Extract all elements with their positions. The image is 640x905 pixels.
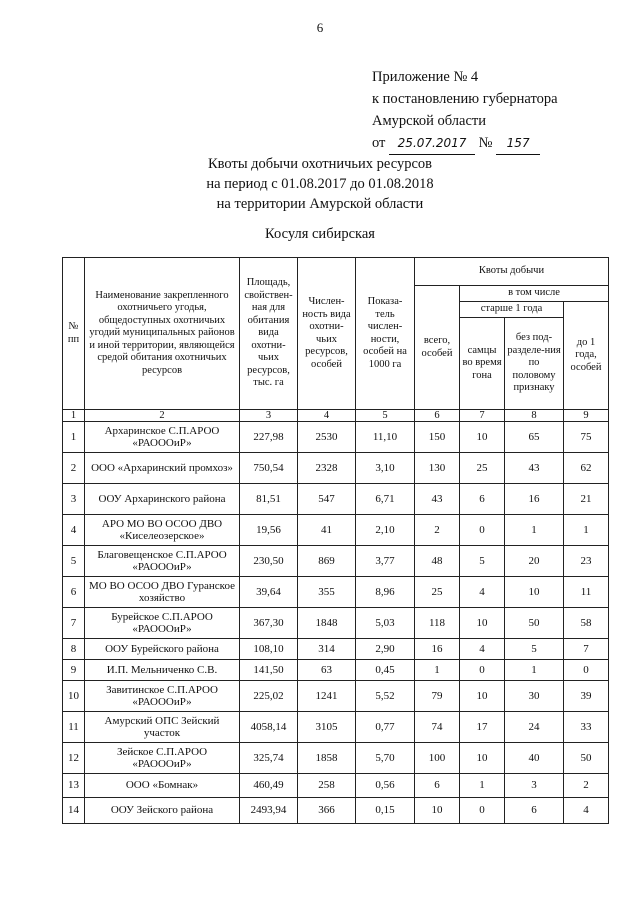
species-title: Косуля сибирская — [265, 226, 375, 242]
cell-under-1-year: 0 — [564, 660, 609, 681]
cell-no-sex-split: 50 — [505, 608, 564, 639]
table-row — [63, 546, 609, 577]
cell-population: 41 — [298, 515, 356, 546]
cell-total: 2 — [415, 515, 460, 546]
quota-table — [62, 257, 609, 824]
table-row — [63, 681, 609, 712]
cell-area: 108,10 — [240, 639, 298, 660]
cell-population: 366 — [298, 798, 356, 824]
cell-no-sex-split: 40 — [505, 743, 564, 774]
cell-name: АРО МО ВО ОСОО ДВО «Киселеозерское» — [85, 515, 240, 546]
cell-area: 225,02 — [240, 681, 298, 712]
table-row — [63, 453, 609, 484]
cell-name: МО ВО ОСОО ДВО Гуранское хозяйство — [85, 577, 240, 608]
header-quota: Квоты добычи — [415, 258, 609, 286]
cell-area: 460,49 — [240, 774, 298, 798]
appendix-title: Приложение № 4 — [372, 69, 479, 85]
number-label: № — [478, 135, 493, 151]
cell-num: 3 — [63, 484, 85, 515]
cell-name: Зейское С.П.АРОО «РАОООиР» — [85, 743, 240, 774]
table-row — [63, 422, 609, 453]
cell-males: 25 — [460, 453, 505, 484]
cell-under-1-year: 7 — [564, 639, 609, 660]
header-males: самцы во время гона — [460, 318, 505, 410]
cell-under-1-year: 1 — [564, 515, 609, 546]
cell-total: 100 — [415, 743, 460, 774]
cell-population: 2328 — [298, 453, 356, 484]
column-number: 7 — [460, 410, 505, 422]
cell-area: 227,98 — [240, 422, 298, 453]
cell-total: 150 — [415, 422, 460, 453]
handwritten-number: 157 — [496, 132, 540, 155]
cell-num: 10 — [63, 681, 85, 712]
column-number: 6 — [415, 410, 460, 422]
cell-num: 2 — [63, 453, 85, 484]
cell-population: 355 — [298, 577, 356, 608]
cell-no-sex-split: 3 — [505, 774, 564, 798]
cell-density: 0,15 — [356, 798, 415, 824]
cell-under-1-year: 33 — [564, 712, 609, 743]
cell-males: 1 — [460, 774, 505, 798]
cell-no-sex-split: 43 — [505, 453, 564, 484]
title-line-2: на период с 01.08.2017 до 01.08.2018 — [206, 176, 434, 192]
cell-num: 13 — [63, 774, 85, 798]
header-num: № пп — [63, 258, 85, 410]
cell-no-sex-split: 1 — [505, 660, 564, 681]
cell-name: ООУ Зейского района — [85, 798, 240, 824]
page-number: 6 — [316, 20, 324, 35]
cell-males: 10 — [460, 608, 505, 639]
cell-under-1-year: 62 — [564, 453, 609, 484]
cell-under-1-year: 21 — [564, 484, 609, 515]
cell-males: 4 — [460, 639, 505, 660]
cell-total: 74 — [415, 712, 460, 743]
cell-under-1-year: 50 — [564, 743, 609, 774]
cell-males: 0 — [460, 660, 505, 681]
cell-num: 8 — [63, 639, 85, 660]
cell-no-sex-split: 6 — [505, 798, 564, 824]
cell-area: 141,50 — [240, 660, 298, 681]
cell-population: 63 — [298, 660, 356, 681]
appendix-block — [372, 66, 558, 155]
cell-population: 869 — [298, 546, 356, 577]
cell-area: 325,74 — [240, 743, 298, 774]
cell-no-sex-split: 5 — [505, 639, 564, 660]
cell-total: 1 — [415, 660, 460, 681]
cell-num: 9 — [63, 660, 85, 681]
document-title — [0, 154, 640, 214]
cell-name: Амурский ОПС Зейский участок — [85, 712, 240, 743]
cell-under-1-year: 39 — [564, 681, 609, 712]
cell-name: Завитинское С.П.АРОО «РАОООиР» — [85, 681, 240, 712]
table-row — [63, 798, 609, 824]
column-number: 2 — [85, 410, 240, 422]
header-population: Числен-ность вида охотни-чьих ресурсов, особей — [298, 258, 356, 410]
cell-no-sex-split: 20 — [505, 546, 564, 577]
cell-population: 314 — [298, 639, 356, 660]
cell-males: 0 — [460, 798, 505, 824]
table-row — [63, 660, 609, 681]
cell-no-sex-split: 16 — [505, 484, 564, 515]
cell-density: 3,10 — [356, 453, 415, 484]
column-number: 1 — [63, 410, 85, 422]
title-line-3: на территории Амурской области — [216, 196, 424, 212]
table-row — [63, 743, 609, 774]
cell-under-1-year: 75 — [564, 422, 609, 453]
cell-name: Бурейское С.П.АРОО «РАОООиР» — [85, 608, 240, 639]
column-number: 4 — [298, 410, 356, 422]
cell-no-sex-split: 24 — [505, 712, 564, 743]
cell-density: 0,56 — [356, 774, 415, 798]
cell-population: 3105 — [298, 712, 356, 743]
cell-no-sex-split: 65 — [505, 422, 564, 453]
appendix-date-line — [372, 132, 558, 155]
cell-population: 1858 — [298, 743, 356, 774]
cell-name: Архаринское С.П.АРОО «РАОООиР» — [85, 422, 240, 453]
title-line-1: Квоты добычи охотничьих ресурсов — [208, 156, 432, 172]
cell-density: 0,45 — [356, 660, 415, 681]
cell-males: 10 — [460, 681, 505, 712]
table-row — [63, 774, 609, 798]
header-area: Площадь, свойствен-ная для обитания вида охотни-чьих ресурсов, тыс. га — [240, 258, 298, 410]
cell-males: 10 — [460, 422, 505, 453]
cell-num: 7 — [63, 608, 85, 639]
cell-total: 43 — [415, 484, 460, 515]
cell-area: 750,54 — [240, 453, 298, 484]
cell-total: 118 — [415, 608, 460, 639]
column-number: 3 — [240, 410, 298, 422]
cell-males: 10 — [460, 743, 505, 774]
cell-total: 6 — [415, 774, 460, 798]
cell-total: 25 — [415, 577, 460, 608]
cell-under-1-year: 58 — [564, 608, 609, 639]
header-under-1-year: до 1 года, особей — [564, 302, 609, 410]
cell-area: 230,50 — [240, 546, 298, 577]
column-number: 5 — [356, 410, 415, 422]
cell-density: 0,77 — [356, 712, 415, 743]
cell-no-sex-split: 1 — [505, 515, 564, 546]
cell-area: 2493,94 — [240, 798, 298, 824]
cell-population: 547 — [298, 484, 356, 515]
cell-total: 79 — [415, 681, 460, 712]
cell-num: 5 — [63, 546, 85, 577]
cell-population: 258 — [298, 774, 356, 798]
table-row — [63, 608, 609, 639]
cell-density: 11,10 — [356, 422, 415, 453]
cell-density: 5,03 — [356, 608, 415, 639]
cell-area: 367,30 — [240, 608, 298, 639]
cell-under-1-year: 11 — [564, 577, 609, 608]
cell-under-1-year: 23 — [564, 546, 609, 577]
cell-males: 0 — [460, 515, 505, 546]
cell-name: И.П. Мельниченко С.В. — [85, 660, 240, 681]
header-total: всего, особей — [415, 286, 460, 410]
cell-population: 1848 — [298, 608, 356, 639]
cell-num: 1 — [63, 422, 85, 453]
table-row — [63, 712, 609, 743]
cell-area: 4058,14 — [240, 712, 298, 743]
cell-total: 130 — [415, 453, 460, 484]
table-row — [63, 484, 609, 515]
column-number: 9 — [564, 410, 609, 422]
cell-males: 5 — [460, 546, 505, 577]
cell-no-sex-split: 10 — [505, 577, 564, 608]
table-row — [63, 577, 609, 608]
cell-density: 5,70 — [356, 743, 415, 774]
cell-name: ООО «Архаринский промхоз» — [85, 453, 240, 484]
cell-name: ООУ Бурейского района — [85, 639, 240, 660]
cell-name: ООО «Бомнак» — [85, 774, 240, 798]
cell-area: 19,56 — [240, 515, 298, 546]
cell-males: 17 — [460, 712, 505, 743]
cell-num: 14 — [63, 798, 85, 824]
cell-under-1-year: 2 — [564, 774, 609, 798]
cell-population: 1241 — [298, 681, 356, 712]
cell-num: 6 — [63, 577, 85, 608]
header-over-1-year: старше 1 года — [460, 302, 564, 318]
table-row — [63, 515, 609, 546]
appendix-region: Амурской области — [372, 113, 486, 129]
appendix-decree: к постановлению губернатора — [372, 91, 558, 107]
cell-males: 4 — [460, 577, 505, 608]
cell-total: 48 — [415, 546, 460, 577]
column-number: 8 — [505, 410, 564, 422]
cell-density: 5,52 — [356, 681, 415, 712]
header-name: Наименование закрепленного охотничьего угодья, общедоступных охотничьих угодий муниципальных районов и иной территории, являющейся средой обитания охотничьих ресурсов — [85, 258, 240, 410]
cell-density: 8,96 — [356, 577, 415, 608]
cell-density: 3,77 — [356, 546, 415, 577]
cell-under-1-year: 4 — [564, 798, 609, 824]
header-density: Показа-тель числен-ности, особей на 1000 га — [356, 258, 415, 410]
cell-name: Благовещенское С.П.АРОО «РАОООиР» — [85, 546, 240, 577]
cell-population: 2530 — [298, 422, 356, 453]
cell-total: 10 — [415, 798, 460, 824]
cell-total: 16 — [415, 639, 460, 660]
from-label: от — [372, 135, 386, 151]
cell-name: ООУ Архаринского района — [85, 484, 240, 515]
cell-density: 2,10 — [356, 515, 415, 546]
header-including: в том числе — [460, 286, 609, 302]
header-no-sex-split: без под-разделе-ния по половому признаку — [505, 318, 564, 410]
cell-num: 11 — [63, 712, 85, 743]
cell-density: 2,90 — [356, 639, 415, 660]
table-row — [63, 639, 609, 660]
cell-density: 6,71 — [356, 484, 415, 515]
column-number-row — [63, 410, 609, 422]
cell-area: 39,64 — [240, 577, 298, 608]
cell-area: 81,51 — [240, 484, 298, 515]
handwritten-date: 25.07.2017 — [389, 132, 475, 155]
cell-num: 12 — [63, 743, 85, 774]
cell-no-sex-split: 30 — [505, 681, 564, 712]
cell-males: 6 — [460, 484, 505, 515]
cell-num: 4 — [63, 515, 85, 546]
